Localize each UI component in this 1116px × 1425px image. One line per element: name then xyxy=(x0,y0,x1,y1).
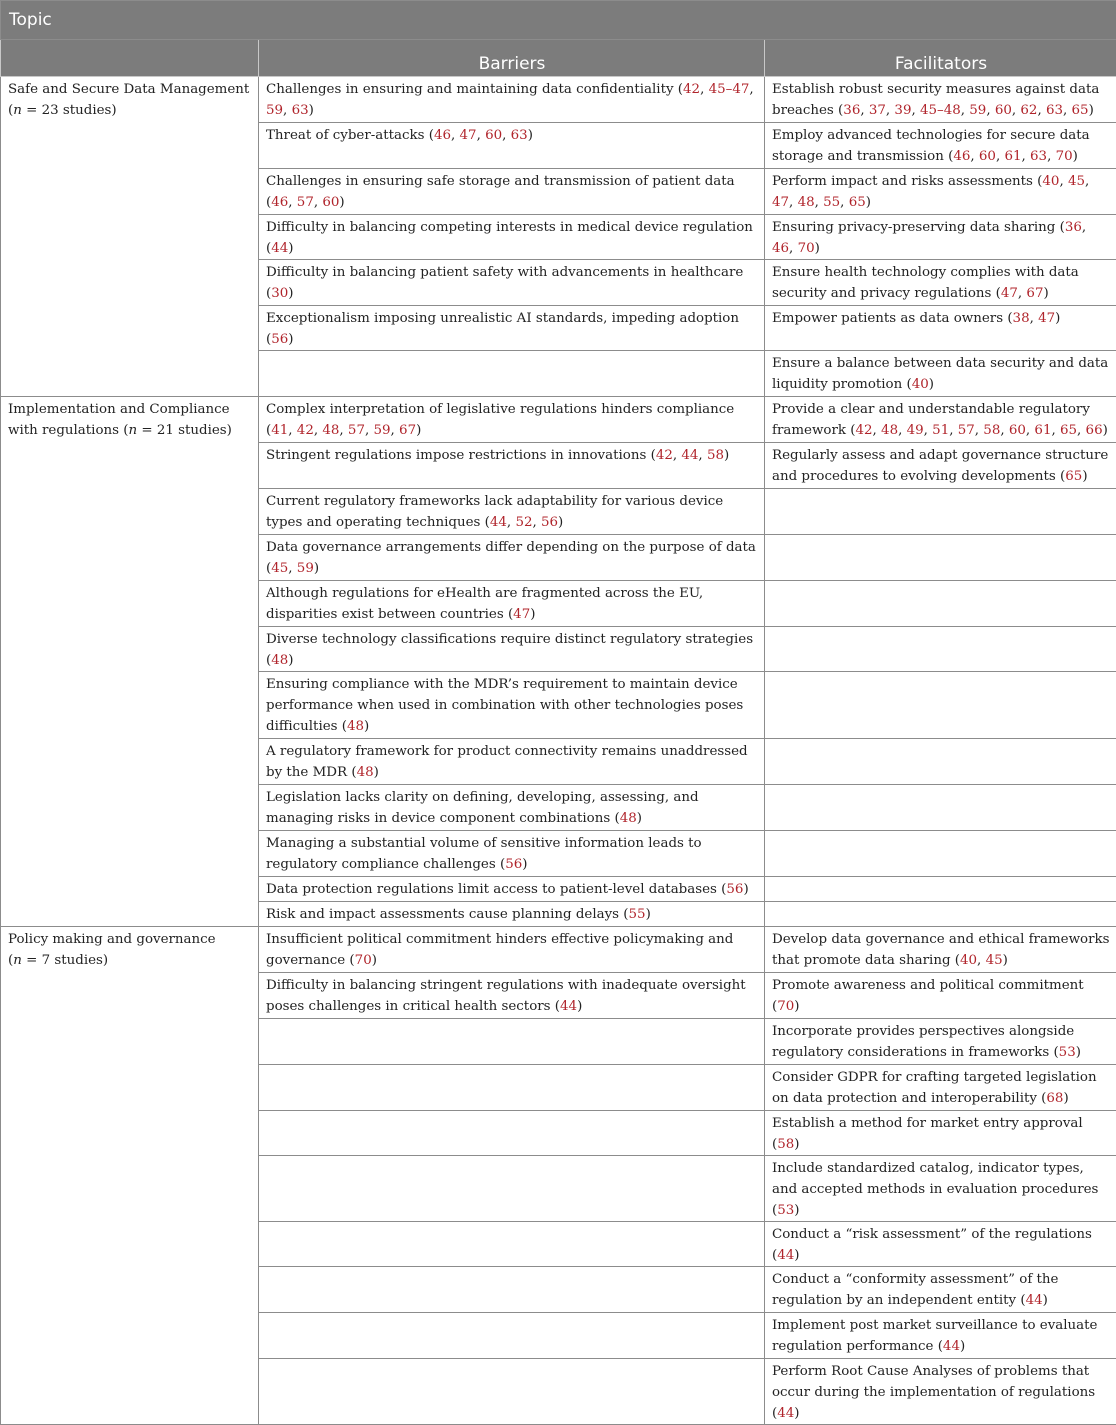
reference-link[interactable]: 67 xyxy=(1026,286,1043,301)
barrier-cell: Although regulations for eHealth are fragmented across the EU, disparities exist between countries (47) xyxy=(259,581,765,627)
topic-cell: Implementation and Compliance with regulations (n = 21 studies) xyxy=(1,397,259,927)
reference-link[interactable]: 53 xyxy=(1059,1045,1076,1060)
reference-link[interactable]: 48 xyxy=(620,811,637,826)
reference-link[interactable]: 58 xyxy=(707,448,724,463)
reference-link[interactable]: 63 xyxy=(292,103,309,118)
reference-link[interactable]: 48 xyxy=(271,653,288,668)
reference-link[interactable]: 48 xyxy=(881,423,898,438)
reference-link[interactable]: 40 xyxy=(960,953,977,968)
barrier-cell xyxy=(259,1222,765,1267)
facilitator-cell: Establish robust security measures against data breaches (36, 37, 39, 45–48, 59, 60, 62, 63, 65) xyxy=(765,77,1116,123)
facilitator-cell: Empower patients as data owners (38, 47) xyxy=(765,306,1116,351)
reference-link[interactable]: 65 xyxy=(1060,423,1077,438)
facilitator-cell: Ensure a balance between data security and data liquidity promotion (40) xyxy=(765,351,1116,397)
reference-link[interactable]: 48 xyxy=(798,195,815,210)
reference-link[interactable]: 68 xyxy=(1046,1091,1063,1106)
reference-link[interactable]: 70 xyxy=(1056,149,1073,164)
facilitator-cell: Implement post market surveillance to evaluate regulation performance (44) xyxy=(765,1313,1116,1359)
reference-link[interactable]: 40 xyxy=(912,377,929,392)
reference-link[interactable]: 63 xyxy=(1030,149,1047,164)
reference-link[interactable]: 44 xyxy=(777,1248,794,1263)
reference-link[interactable]: 67 xyxy=(399,423,416,438)
reference-link[interactable]: 56 xyxy=(505,857,522,872)
reference-link[interactable]: 53 xyxy=(777,1203,794,1218)
reference-link[interactable]: 38 xyxy=(1013,311,1030,326)
facilitator-cell: Perform Root Cause Analyses of problems that occur during the implementation of regulations (44) xyxy=(765,1359,1116,1425)
reference-link[interactable]: 55 xyxy=(823,195,840,210)
reference-link[interactable]: 44 xyxy=(560,999,577,1014)
barrier-cell: Current regulatory frameworks lack adaptability for various device types and operating techniques (44, 52, 56) xyxy=(259,489,765,535)
facilitator-cell: Develop data governance and ethical frameworks that promote data sharing (40, 45) xyxy=(765,927,1116,973)
header-topic: Topic xyxy=(1,1,1116,40)
reference-link[interactable]: 59 xyxy=(297,561,314,576)
reference-link[interactable]: 52 xyxy=(515,515,532,530)
facilitator-cell: Provide a clear and understandable regulatory framework (42, 48, 49, 51, 57, 58, 60, 61, 65, 66) xyxy=(765,397,1116,443)
barrier-cell xyxy=(259,351,765,397)
barrier-cell: Diverse technology classifications require distinct regulatory strategies (48) xyxy=(259,627,765,672)
barrier-cell xyxy=(259,1267,765,1313)
reference-link[interactable]: 47 xyxy=(1001,286,1018,301)
reference-link[interactable]: 56 xyxy=(541,515,558,530)
table-row xyxy=(1,77,1116,123)
reference-link[interactable]: 62 xyxy=(1020,103,1037,118)
barrier-cell: Exceptionalism imposing unrealistic AI standards, impeding adoption (56) xyxy=(259,306,765,351)
reference-link[interactable]: 47 xyxy=(460,128,477,143)
facilitator-cell: Conduct a “conformity assessment” of the regulation by an independent entity (44) xyxy=(765,1267,1116,1313)
facilitator-cell: Promote awareness and political commitment (70) xyxy=(765,973,1116,1019)
barrier-cell: Complex interpretation of legislative regulations hinders compliance (41, 42, 48, 57, 59, 67) xyxy=(259,397,765,443)
reference-link[interactable]: 45 xyxy=(271,561,288,576)
facilitator-cell xyxy=(765,535,1116,581)
reference-link[interactable]: 44 xyxy=(681,448,698,463)
reference-link[interactable]: 70 xyxy=(355,953,372,968)
facilitator-cell xyxy=(765,739,1116,785)
reference-link[interactable]: 65 xyxy=(1065,469,1082,484)
barrier-cell: Challenges in ensuring and maintaining data confidentiality (42, 45–47, 59, 63) xyxy=(259,77,765,123)
reference-link[interactable]: 46 xyxy=(434,128,451,143)
barrier-cell: Ensuring compliance with the MDR’s requirement to maintain device performance when used in combination with other technologies poses difficulties (48) xyxy=(259,672,765,739)
facilitator-cell: Regularly assess and adapt governance structure and procedures to evolving developments (65) xyxy=(765,443,1116,489)
reference-link[interactable]: 70 xyxy=(798,241,815,256)
header-facilitators: Facilitators xyxy=(765,40,1116,77)
table-row xyxy=(1,927,1116,973)
reference-link[interactable]: 59 xyxy=(969,103,986,118)
barrier-cell: Challenges in ensuring safe storage and transmission of patient data (46, 57, 60) xyxy=(259,169,765,215)
reference-link[interactable]: 44 xyxy=(777,1406,794,1421)
reference-link[interactable]: 42 xyxy=(683,82,700,97)
barrier-cell xyxy=(259,1313,765,1359)
reference-link[interactable]: 56 xyxy=(271,332,288,347)
reference-link[interactable]: 42 xyxy=(297,423,314,438)
header-row-columns xyxy=(1,40,1116,77)
facilitator-cell: Ensuring privacy-preserving data sharing (36, 46, 70) xyxy=(765,215,1116,260)
barrier-cell xyxy=(259,1019,765,1065)
topic-cell: Policy making and governance (n = 7 studies) xyxy=(1,927,259,1425)
barrier-cell: Risk and impact assessments cause planning delays (55) xyxy=(259,902,765,927)
facilitator-cell: Incorporate provides perspectives alongside regulatory considerations in frameworks (53) xyxy=(765,1019,1116,1065)
barrier-cell: Data governance arrangements differ depending on the purpose of data (45, 59) xyxy=(259,535,765,581)
facilitator-cell: Employ advanced technologies for secure data storage and transmission (46, 60, 61, 63, 70) xyxy=(765,123,1116,169)
reference-link[interactable]: 59 xyxy=(373,423,390,438)
reference-link[interactable]: 58 xyxy=(983,423,1000,438)
table-row xyxy=(1,397,1116,443)
reference-link[interactable]: 57 xyxy=(958,423,975,438)
reference-link[interactable]: 60 xyxy=(979,149,996,164)
reference-link[interactable]: 60 xyxy=(995,103,1012,118)
barrier-cell: Difficulty in balancing patient safety with advancements in healthcare (30) xyxy=(259,260,765,306)
header-blank-cell xyxy=(1,40,259,77)
reference-link[interactable]: 37 xyxy=(869,103,886,118)
barrier-cell: Legislation lacks clarity on defining, developing, assessing, and managing risks in device component combinations (48) xyxy=(259,785,765,831)
reference-link[interactable]: 51 xyxy=(932,423,949,438)
reference-link[interactable]: 60 xyxy=(1009,423,1026,438)
header-row-topic xyxy=(1,1,1116,40)
facilitator-cell xyxy=(765,902,1116,927)
reference-link[interactable]: 39 xyxy=(894,103,911,118)
reference-link[interactable]: 60 xyxy=(485,128,502,143)
reference-link[interactable]: 45 xyxy=(1068,174,1085,189)
topic-cell: Safe and Secure Data Management (n = 23 studies) xyxy=(1,77,259,397)
barrier-cell xyxy=(259,1065,765,1111)
barrier-cell: Insufficient political commitment hinders effective policymaking and governance (70) xyxy=(259,927,765,973)
reference-link[interactable]: 45 xyxy=(986,953,1003,968)
reference-link[interactable]: 47 xyxy=(513,607,530,622)
barrier-cell: Threat of cyber-attacks (46, 47, 60, 63) xyxy=(259,123,765,169)
reference-link[interactable]: 47 xyxy=(1038,311,1055,326)
barrier-cell: A regulatory framework for product connectivity remains unaddressed by the MDR (48) xyxy=(259,739,765,785)
reference-link[interactable]: 46 xyxy=(953,149,970,164)
reference-link[interactable]: 36 xyxy=(843,103,860,118)
reference-link[interactable]: 42 xyxy=(855,423,872,438)
reference-link[interactable]: 40 xyxy=(1042,174,1059,189)
reference-link[interactable]: 44 xyxy=(271,241,288,256)
reference-link[interactable]: 46 xyxy=(271,195,288,210)
barrier-cell: Difficulty in balancing stringent regulations with inadequate oversight poses challenges in critical health sectors (44) xyxy=(259,973,765,1019)
facilitator-cell xyxy=(765,831,1116,877)
reference-link[interactable]: 57 xyxy=(348,423,365,438)
barrier-cell: Managing a substantial volume of sensitive information leads to regulatory compliance challenges (56) xyxy=(259,831,765,877)
reference-link[interactable]: 61 xyxy=(1034,423,1051,438)
reference-link[interactable]: 41 xyxy=(271,423,288,438)
reference-link[interactable]: 60 xyxy=(322,195,339,210)
reference-link[interactable]: 63 xyxy=(511,128,528,143)
barrier-cell: Stringent regulations impose restrictions in innovations (42, 44, 58) xyxy=(259,443,765,489)
barrier-cell xyxy=(259,1111,765,1156)
facilitator-cell: Include standardized catalog, indicator types, and accepted methods in evaluation procedures (53) xyxy=(765,1156,1116,1222)
reference-link[interactable]: 42 xyxy=(656,448,673,463)
header-barriers: Barriers xyxy=(259,40,765,77)
reference-link[interactable]: 59 xyxy=(266,103,283,118)
facilitator-cell: Ensure health technology complies with data security and privacy regulations (47, 67) xyxy=(765,260,1116,306)
facilitator-cell: Consider GDPR for crafting targeted legislation on data protection and interoperability (68) xyxy=(765,1065,1116,1111)
reference-link[interactable]: 56 xyxy=(726,882,743,897)
reference-link[interactable]: 44 xyxy=(1026,1293,1043,1308)
facilitator-cell xyxy=(765,785,1116,831)
barrier-cell xyxy=(259,1359,765,1425)
barrier-cell: Data protection regulations limit access to patient-level databases (56) xyxy=(259,877,765,902)
facilitator-cell xyxy=(765,627,1116,672)
reference-link[interactable]: 65 xyxy=(1072,103,1089,118)
facilitator-cell xyxy=(765,581,1116,627)
reference-link[interactable]: 66 xyxy=(1086,423,1103,438)
reference-link[interactable]: 57 xyxy=(297,195,314,210)
reference-link[interactable]: 36 xyxy=(1065,220,1082,235)
barrier-cell: Difficulty in balancing competing interests in medical device regulation (44) xyxy=(259,215,765,260)
barrier-cell xyxy=(259,1156,765,1222)
reference-link[interactable]: 30 xyxy=(271,286,288,301)
reference-link[interactable]: 48 xyxy=(322,423,339,438)
facilitator-cell: Establish a method for market entry approval (58) xyxy=(765,1111,1116,1156)
reference-link[interactable]: 49 xyxy=(907,423,924,438)
reference-link[interactable]: 44 xyxy=(943,1339,960,1354)
table-body xyxy=(1,77,1116,1425)
facilitator-cell: Perform impact and risks assessments (40, 45, 47, 48, 55, 65) xyxy=(765,169,1116,215)
reference-link[interactable]: 63 xyxy=(1046,103,1063,118)
facilitator-cell xyxy=(765,489,1116,535)
reference-link[interactable]: 44 xyxy=(490,515,507,530)
reference-link[interactable]: 61 xyxy=(1004,149,1021,164)
reference-link[interactable]: 48 xyxy=(347,719,364,734)
reference-link[interactable]: 45–48 xyxy=(920,103,961,118)
reference-link[interactable]: 47 xyxy=(772,195,789,210)
reference-link[interactable]: 48 xyxy=(357,765,374,780)
reference-link[interactable]: 65 xyxy=(849,195,866,210)
facilitator-cell xyxy=(765,672,1116,739)
reference-link[interactable]: 45–47 xyxy=(709,82,750,97)
reference-link[interactable]: 46 xyxy=(772,241,789,256)
reference-link[interactable]: 70 xyxy=(777,999,794,1014)
facilitator-cell: Conduct a “risk assessment” of the regulations (44) xyxy=(765,1222,1116,1267)
reference-link[interactable]: 58 xyxy=(777,1137,794,1152)
facilitator-cell xyxy=(765,877,1116,902)
reference-link[interactable]: 55 xyxy=(629,907,646,922)
